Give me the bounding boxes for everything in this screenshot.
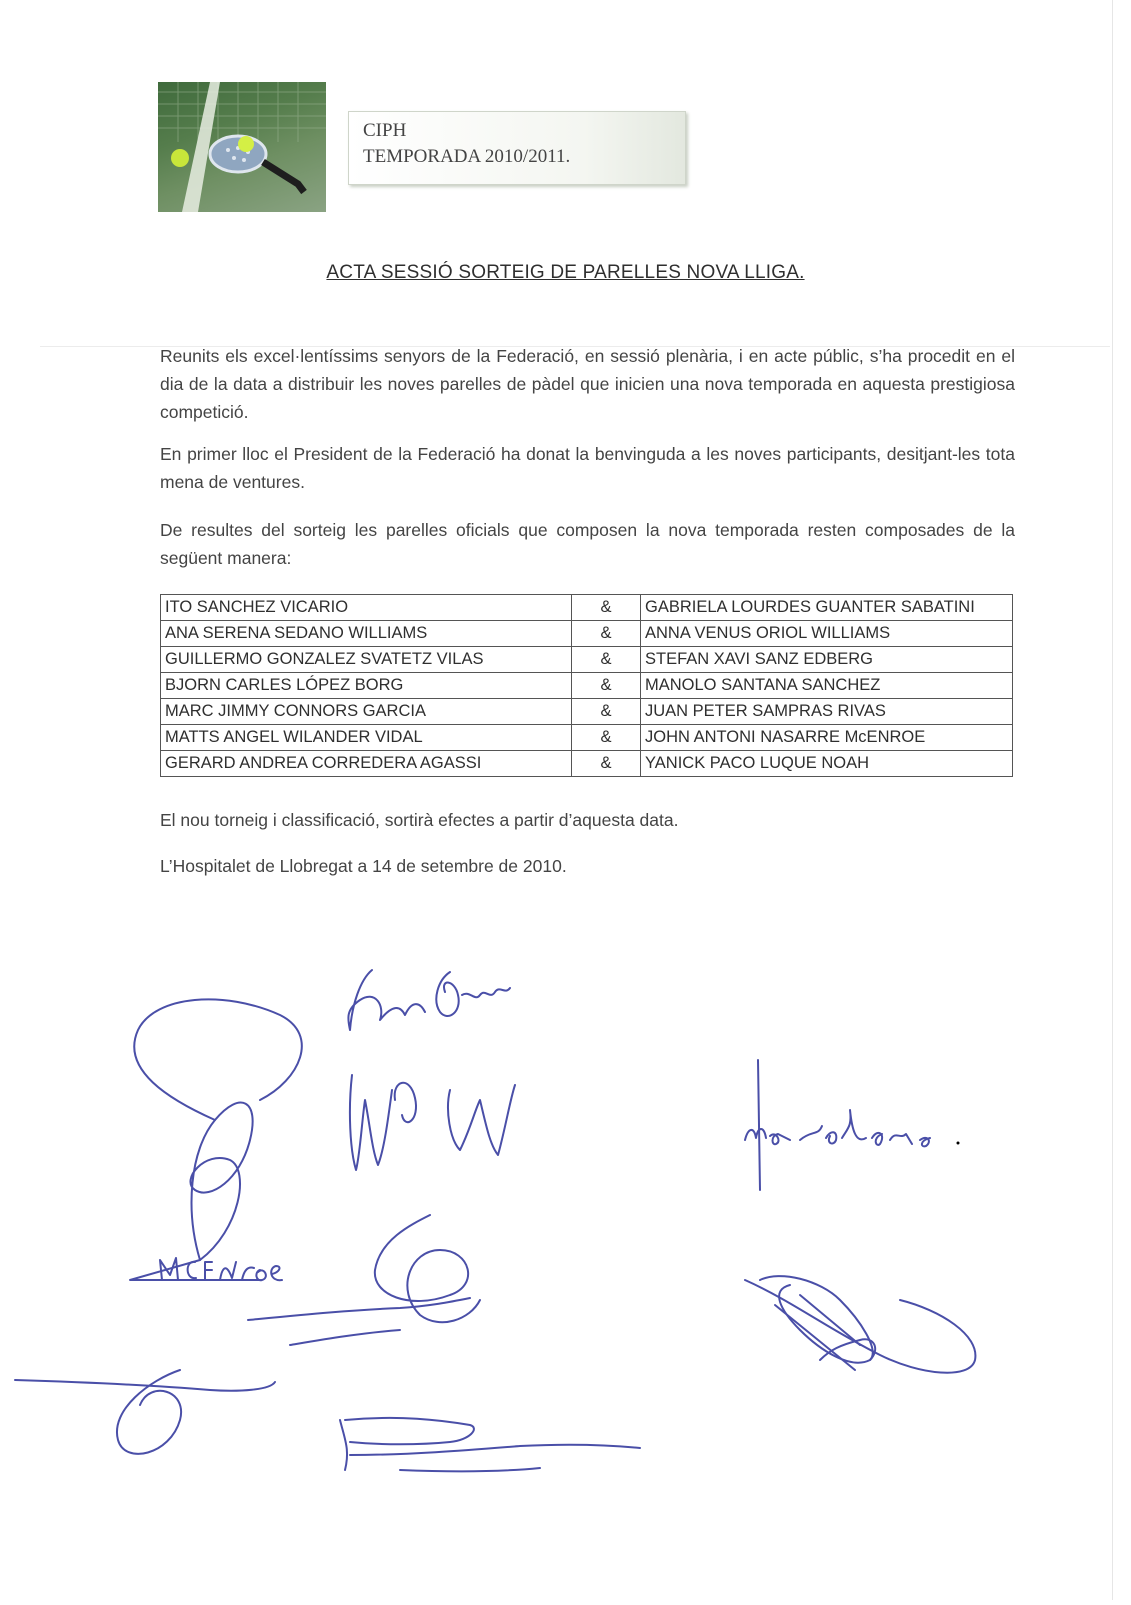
player-two: MANOLO SANTANA SANCHEZ <box>641 673 1013 699</box>
player-two: JUAN PETER SAMPRAS RIVAS <box>641 699 1013 725</box>
table-row <box>161 621 1013 647</box>
effect-paragraph: El nou torneig i classificació, sortirà efectes a partir d’aquesta data. <box>160 810 679 830</box>
header-box <box>348 111 686 185</box>
player-two: GABRIELA LOURDES GUANTER SABATINI <box>641 595 1013 621</box>
table-row <box>161 725 1013 751</box>
player-one: GUILLERMO GONZALEZ SVATETZ VILAS <box>161 647 572 673</box>
signature-bottom-right <box>745 1276 975 1373</box>
ampersand: & <box>572 673 641 699</box>
pairs-table <box>160 594 1013 777</box>
place-date: L’Hospitalet de Llobregat a 14 de setembre de 2010. <box>160 856 567 876</box>
player-one: GERARD ANDREA CORREDERA AGASSI <box>161 751 572 777</box>
signature-middle <box>248 1075 515 1345</box>
document-title: ACTA SESSIÓ SORTEIG DE PARELLES NOVA LLIGA. <box>326 262 805 283</box>
player-one: ANA SERENA SEDANO WILLIAMS <box>161 621 572 647</box>
padel-photo <box>158 82 326 212</box>
table-row <box>161 595 1013 621</box>
signature-bottom-left <box>15 1370 275 1454</box>
signature-bottom-center <box>340 1418 640 1471</box>
ampersand: & <box>572 699 641 725</box>
season-label: TEMPORADA 2010/2011. <box>363 146 571 167</box>
table-row <box>161 751 1013 777</box>
table-row <box>161 699 1013 725</box>
signature-mcenroe <box>160 1258 282 1280</box>
ampersand: & <box>572 725 641 751</box>
ampersand: & <box>572 751 641 777</box>
player-one: ITO SANCHEZ VICARIO <box>161 595 572 621</box>
signature-connors <box>348 970 510 1030</box>
results-paragraph: De resultes del sorteig les parelles oficials que composen la nova temporada resten composades de la següent manera: <box>160 520 1015 568</box>
table-row <box>161 673 1013 699</box>
player-two: JOHN ANTONI NASARRE McENROE <box>641 725 1013 751</box>
player-two: YANICK PACO LUQUE NOAH <box>641 751 1013 777</box>
table-row <box>161 647 1013 673</box>
ampersand: & <box>572 647 641 673</box>
signatures-area <box>0 950 1131 1605</box>
ampersand: & <box>572 621 641 647</box>
signature-nasarre <box>745 1060 960 1190</box>
player-one: BJORN CARLES LÓPEZ BORG <box>161 673 572 699</box>
player-one: MARC JIMMY CONNORS GARCIA <box>161 699 572 725</box>
intro-paragraph: Reunits els excel·lentíssims senyors de la Federació, en sessió plenària, i en acte públic, s’ha procedit en el dia de la data a distribuir les noves parelles de pàdel que inicien una nova temporada en aquesta prestigiosa competició. <box>160 346 1015 422</box>
player-two: STEFAN XAVI SANZ EDBERG <box>641 647 1013 673</box>
ampersand: & <box>572 595 641 621</box>
player-one: MATTS ANGEL WILANDER VIDAL <box>161 725 572 751</box>
org-name: CIPH <box>363 120 407 141</box>
signature-loop <box>130 999 302 1280</box>
player-two: ANNA VENUS ORIOL WILLIAMS <box>641 621 1013 647</box>
welcome-paragraph: En primer lloc el President de la Federació ha donat la benvinguda a les noves participants, desitjant-les tota mena de ventures. <box>160 444 1015 492</box>
